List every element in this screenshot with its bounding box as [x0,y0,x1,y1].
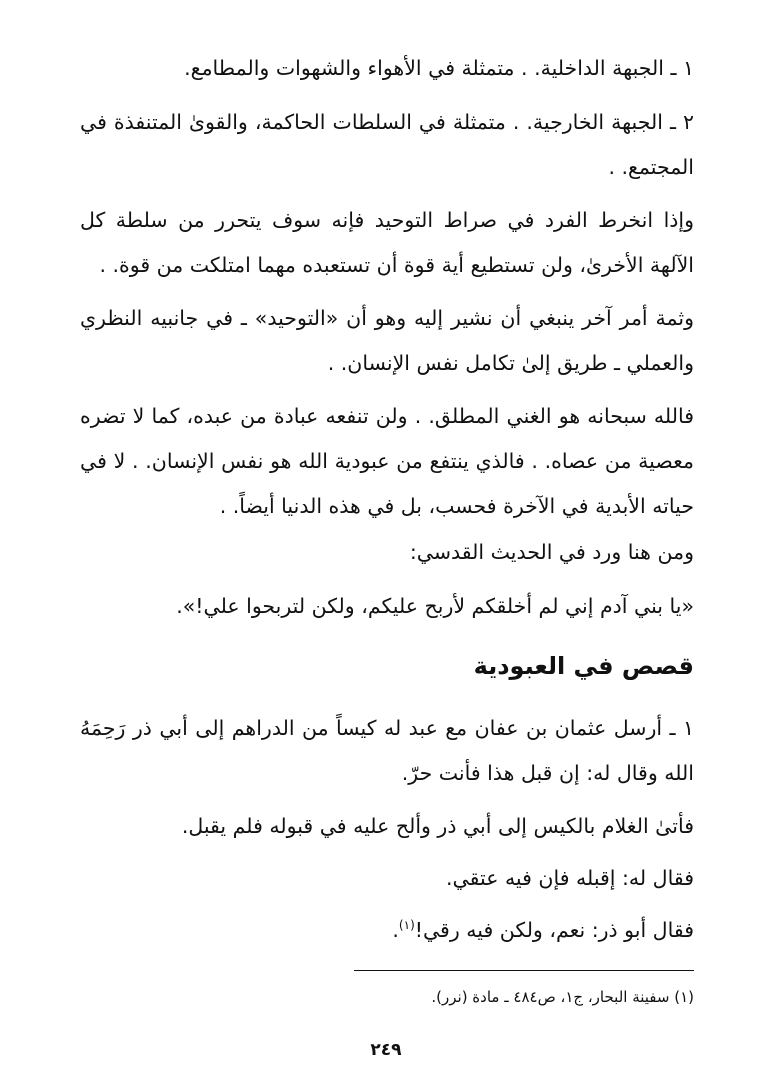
story-paragraph-4-end: . [392,918,399,942]
section-heading: قصص في العبودية [473,652,694,680]
story-paragraph-2: فأتىٰ الغلام بالكيس إلى أبي ذر وألح عليه في قبوله فلم يقبل. [181,814,694,838]
paragraph-external-front: ٢ ـ الجبهة الخارجية. . متمثلة في السلطات الحاكمة، والقوىٰ المتنفذة في المجتمع. . [80,110,694,179]
paragraph-qudsi-quote: «يا بني آدم إني لم أخلقكم لأربح عليكم، ولكن لتربحوا علي!». [176,594,694,618]
paragraph-monotheism-perfection: وثمة أمر آخر ينبغي أن نشير إليه وهو أن «التوحيد» ـ في جانبيه النظري والعملي ـ طريق إلىٰ تكامل نفس الإنسان. . [80,306,694,375]
story-paragraph-4 [80,908,694,953]
footnote: (١) سفينة البحار، ج١، ص٤٨٤ ـ مادة (نرر). [431,988,694,1006]
paragraph-god-self-sufficient: فالله سبحانه هو الغني المطلق. . ولن تنفعه عبادة من عبده، كما لا تضره معصية من عصاه. . فالذي ينتفع من عبودية الله هو نفس الإنسان. . لا في حياته الأبدية في الآخرة فحسب، بل في هذه الدنيا أيضاً. . [80,404,694,518]
paragraph-internal-front: ١ ـ الجبهة الداخلية. . متمثلة في الأهواء والشهوات والمطامع. [184,56,694,80]
footnote-marker: (١) [398,918,415,933]
page-number: ٢٤٩ [370,1040,402,1060]
story-paragraph-1: ١ ـ أرسل عثمان بن عفان مع عبد له كيساً من الدراهم إلى أبي ذر رَحِمَهُ الله وقال له: إن قبل هذا فأنت حرّ. [80,716,694,785]
story-paragraph-3: فقال له: إقبله فإن فيه عتقي. [446,866,694,890]
paragraph-monotheism-liberation: وإذا انخرط الفرد في صراط التوحيد فإنه سوف يتحرر من سلطة كل الآلهة الأخرىٰ، ولن تستطيع أية قوة أن تستعبده مهما امتلكت من قوة. . [80,208,694,277]
story-paragraph-4-text: فقال أبو ذر: نعم، ولكن فيه رقي! [414,918,694,942]
paragraph-qudsi-intro: ومن هنا ورد في الحديث القدسي: [409,540,694,564]
footnote-divider [354,970,694,971]
